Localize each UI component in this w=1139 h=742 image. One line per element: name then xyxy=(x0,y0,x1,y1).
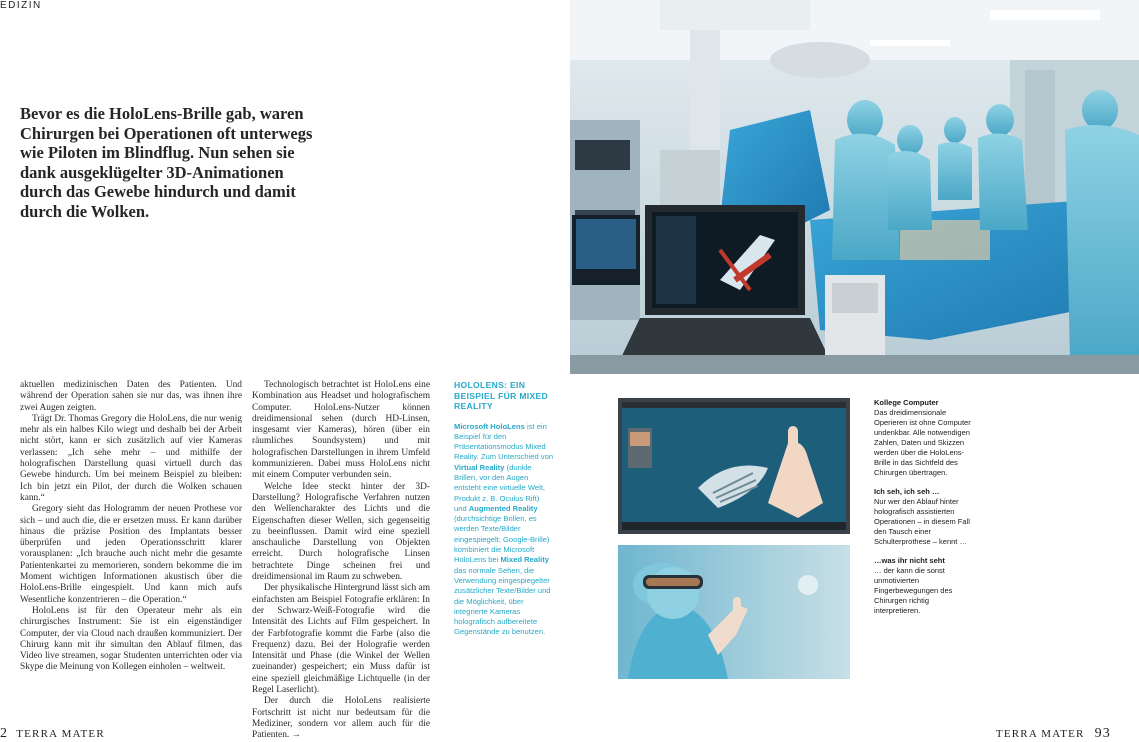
folio-right xyxy=(996,726,1111,742)
caption-title: …was ihr nicht seht xyxy=(874,556,945,565)
magazine-name: TERRA MATER xyxy=(16,728,105,740)
body-column-2 xyxy=(252,380,430,742)
folio-left xyxy=(0,726,105,742)
page-number: 93 xyxy=(1094,726,1111,741)
standfirst: Bevor es die HoloLens-Brille gab, waren Chirurgen bei Operationen oft unterwegs wie Piloten im Blindflug. Nun sehen sie dank ausgeklügelter 3D-Animationen durch das Gewebe hindurch und damit durch die Wolken. xyxy=(20,104,313,221)
body-paragraph: HoloLens ist für den Operateur mehr als ein chirurgisches Instrument: Sie ist ein eigenständiger Computer, der via Cloud nach draußen kommuniziert. Der Chirurg kann mit ihr simultan den Ablauf filmen, das Video live streamen, sogar Studenten unterrichten oder via Skype die Meinung von Kollegen einholen – weltweit. xyxy=(20,605,242,673)
caption-text: … der kann die sonst unmotivierten Fingerbewegungen des Chirurgen richtig interpretieren. xyxy=(874,566,953,615)
body-paragraph: Der physikalische Hintergrund lässt sich am einfachsten am Beispiel Fotografie erklären: In der Schwarz-Weiß-Fotografie wird die Intensität des Lichts auf Film gespeichert. In der Farbfotografie kommt die Farbe (also die Frequenz) dazu. Bei der Holografie werden Intensität und Phase (die Winkel der Wellen zueinander) gespeichert; ein Muss dafür ist eine speziell gleichmäßige Lichtquelle (in der Regel Laserlicht). xyxy=(252,583,430,696)
caption xyxy=(874,398,974,478)
section-tag: EDIZIN xyxy=(0,0,42,11)
page-number: 2 xyxy=(0,726,9,741)
body-column-1 xyxy=(20,380,242,674)
info-box-term: Mixed Reality xyxy=(500,555,549,565)
magazine-name: TERRA MATER xyxy=(995,728,1085,740)
info-box xyxy=(454,380,554,638)
info-box-term: Microsoft HoloLens xyxy=(454,421,525,431)
caption-title: Kollege Computer xyxy=(874,398,939,407)
caption-text: Das dreidimensionale Operieren ist ohne Computer undenkbar. Alle notwendigen Zahlen, Daten und Skizzen werden über die HoloLens-Brille in das Sichtfeld des Chirurgen übertragen. xyxy=(874,408,971,477)
body-paragraph: aktuellen medizinischen Daten des Patienten. Und während der Operation sahen sie nur das, was ihnen ihre zwei Augen zeigten. xyxy=(20,380,242,413)
caption-column xyxy=(874,398,974,625)
body-paragraph: Welche Idee steckt hinter der 3D-Darstellung? Holografische Verfahren nutzen den Wellencharakter des Lichts und die Eigenschaften dieser Wellen, sich gegenseitig zu beeinflussen. Damit wird eine speziell anschauliche Darstellung von Objekten erreicht. Durch holografische Linsen betrachtete Dinge scheinen frei und dreidimensional im Raum zu schweben. xyxy=(252,481,430,583)
info-box-heading: HOLOLENS: EIN BEISPIEL FÜR MIXED REALITY xyxy=(454,380,549,411)
body-paragraph: Der durch die HoloLens realisierte Fortschritt ist nicht nur bedeutsam für die Mediziner, sondern vor allem auch für die Patienten. → xyxy=(252,696,430,741)
caption xyxy=(874,487,974,547)
surgeon-hololens-photo xyxy=(618,545,850,679)
caption-text: Nur wer den Ablauf hinter holografisch assistierten Operationen – in diesem Fall den Tausch einer Schulterprothese – kennt … xyxy=(874,497,970,546)
body-paragraph: Trägt Dr. Thomas Gregory die HoloLens, die nur wenig mehr als ein halbes Kilo wiegt und deshalb bei der Arbeit nicht stört, kann er sich zusätzlich auf vier Kameras verlassen: „Ich sehe mehr – und mithilfe der holografischen Darstellung quasi virtuell durch das Gewebe hindurch. Um bei meinem Beispiel zu bleiben: Ich bin jetzt ein Pilot, der durch die Wolken schauen kann.“ xyxy=(20,413,242,503)
caption-title: Ich seh, ich seh … xyxy=(874,487,940,496)
hologram-screen-photo xyxy=(618,398,850,534)
body-paragraph: Technologisch betrachtet ist HoloLens eine Kombination aus Headset und holografischem Computer. HoloLens-Nutzer können dreidimensional sehen (durch HD-Linsen, insgesamt vier Kameras), hören (über ein räumliches Soundsystem) und mit holografischen Darstellungen in ihrem Umfeld kommunizieren. Dabei muss HoloLens nicht mit einem Computer verbunden sein. xyxy=(252,380,430,481)
caption xyxy=(874,556,974,616)
operating-room-photo xyxy=(570,0,1139,374)
info-box-term: Augmented Reality xyxy=(468,503,538,513)
info-box-term: Virtual Reality xyxy=(454,462,505,472)
body-paragraph: Gregory sieht das Hologramm der neuen Prothese vor sich – und auch die, die er ersetzen muss. Er kann darüber hinaus die präzise Position des Implantats besser überprüfen und jeden Operationsschritt klarer vorausplanen: „Ich brauche auch nicht mehr die gesamte Patientenkartei zu memorieren, sondern bekomme die im Moment wichtigen Informationen akustisch über die HoloLens-Brille eingespielt. Und kann mich aufs Wesentliche konzentrieren – die Operation.“ xyxy=(20,504,242,605)
info-box-text: Microsoft HoloLens ist ein Beispiel für den Präsentationsmodus Mixed Reality. Zum Unterschied von Virtual Reality (dunkle Brillen, vor den Augen entsteht eine virtuelle Welt, Produkt z. B. Oculus Rift) und Augmented Reality (durchsichtige Brillen, es werden Texte/Bilder eingespiegelt; Google-Brille) kombiniert die Microsoft HoloLens bei Mixed Reality das normale Sehen, die Verwendung eingespiegelter zusätzlicher Texte/Bilder und die Möglichkeit, über integrierte Kameras holografisch aufbereitete Gegenstände zu benutzen. xyxy=(454,421,554,637)
